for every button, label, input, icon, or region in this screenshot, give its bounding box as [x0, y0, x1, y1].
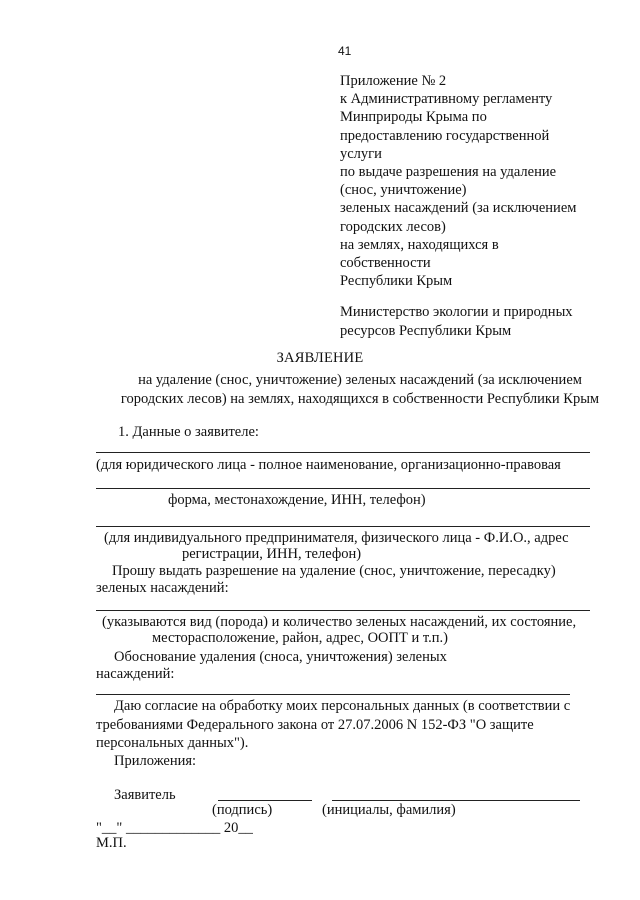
ministry-line-2: ресурсов Республики Крым	[340, 322, 512, 339]
request-text-line-1: Прошу выдать разрешение на удаление (снос, уничтожение, пересадку)	[112, 563, 556, 579]
legal-entity-hint: (для юридического лица - полное наименование, организационно-правовая	[96, 457, 561, 473]
plants-field[interactable]	[96, 610, 590, 611]
request-text-line-2: зеленых насаждений:	[96, 580, 229, 596]
annex-line: Республики Крым	[340, 273, 453, 290]
ministry-line-1: Министерство экологии и природных	[340, 304, 573, 320]
name-field[interactable]	[332, 800, 580, 801]
signature-field[interactable]	[218, 800, 312, 801]
annex-line: Приложение № 2	[340, 73, 447, 89]
document-title: ЗАЯВЛЕНИЕ	[276, 350, 364, 366]
annex-line: предоставлению государственной	[340, 127, 550, 144]
section-applicant-data: 1. Данные о заявителе:	[118, 424, 259, 440]
annex-line: собственности	[340, 255, 431, 272]
annex-line: городских лесов)	[340, 218, 446, 235]
plants-hint: (указываются вид (порода) и количество зеленых насаждений, их состояние,	[102, 614, 577, 630]
justification-field[interactable]	[96, 694, 570, 695]
individual-hint: (для индивидуального предпринимателя, физического лица - Ф.И.О., адрес	[104, 530, 569, 546]
individual-hint-2: регистрации, ИНН, телефон)	[182, 546, 362, 562]
annex-line: Минприроды Крыма по	[340, 109, 487, 126]
document-subtitle	[60, 371, 640, 408]
consent-line-3: персональных данных").	[96, 735, 249, 751]
justification-line-2: насаждений:	[96, 666, 175, 682]
consent-line-1: Даю согласие на обработку моих персональных данных (в соответствии с	[114, 698, 571, 714]
annex-line: к Административному регламенту	[340, 91, 553, 108]
annex-line: по выдаче разрешения на удаление	[340, 164, 557, 181]
individual-field[interactable]	[96, 526, 590, 527]
legal-entity-field[interactable]	[96, 452, 590, 453]
recipient-ministry	[340, 303, 610, 340]
stamp-label: М.П.	[96, 835, 127, 851]
consent-line-2: требованиями Федерального закона от 27.07.2006 N 152-ФЗ "О защите	[96, 717, 534, 733]
page-number: 41	[338, 44, 352, 58]
plants-hint-2: месторасположение, район, адрес, ООПТ и т.п.)	[152, 630, 448, 646]
annex-line: (снос, уничтожение)	[340, 182, 467, 199]
name-hint: (инициалы, фамилия)	[322, 802, 456, 818]
subtitle-line-1: на удаление (снос, уничтожение) зеленых насаждений (за исключением	[138, 372, 582, 388]
date-line[interactable]: "__" _____________ 20__	[96, 820, 253, 836]
attachments-label: Приложения:	[114, 753, 197, 769]
applicant-label: Заявитель	[114, 787, 176, 803]
legal-entity-field-2[interactable]	[96, 488, 590, 489]
justification-line-1: Обоснование удаления (сноса, уничтожения) зеленых	[114, 649, 447, 665]
annex-header	[340, 72, 610, 290]
legal-entity-hint-2: форма, местонахождение, ИНН, телефон)	[168, 492, 426, 508]
signature-hint: (подпись)	[212, 802, 273, 818]
annex-line: на землях, находящихся в	[340, 236, 499, 253]
annex-line: услуги	[340, 145, 382, 162]
annex-line: зеленых насаждений (за исключением	[340, 200, 577, 217]
subtitle-line-2: городских лесов) на землях, находящихся в собственности Республики Крым	[120, 390, 600, 407]
